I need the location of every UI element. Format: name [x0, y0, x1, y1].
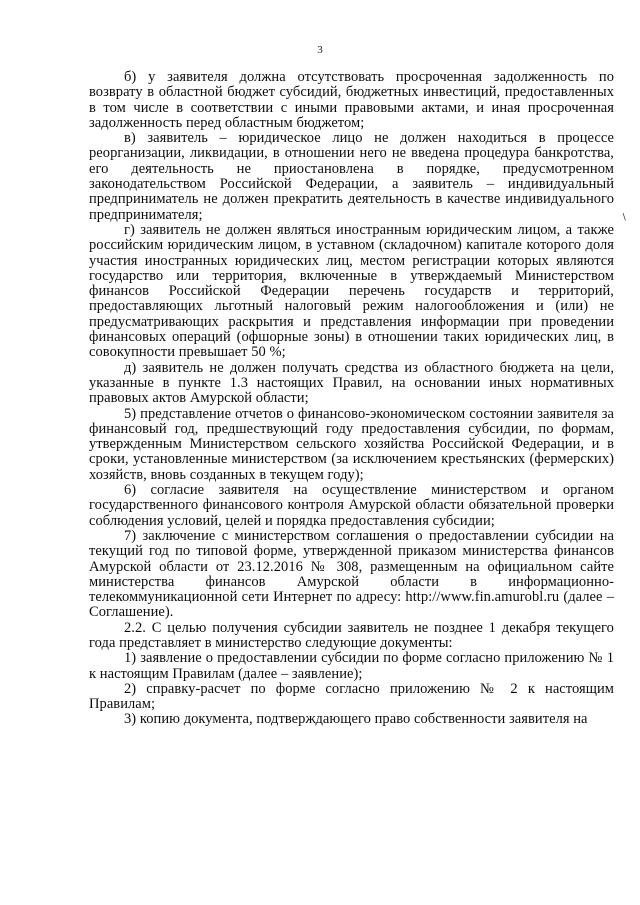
- document-body: [89, 70, 614, 728]
- paragraph-b: б) у заявителя должна отсутствовать просроченная задолженность по возврату в областной бюджет субсидий, бюджетных инвестиций, предоставленных в том числе в соответствии с иными правовыми актами, и иная просроченная задолженность перед областным бюджетом;: [89, 69, 614, 131]
- paragraph-7: 7) заключение с министерством соглашения о предоставлении субсидии на текущий год по типовой форме, утвержденной приказом министерства финансов Амурской области от 23.12.2016 № 308, размещенным на официальном сайте министерства финансов Амурской области в информационно-телекоммуникационной сети Интернет по адресу: http://www.fin.amurobl.ru (далее – Соглашение).: [89, 527, 614, 621]
- paragraph-item-2: 2) справку-расчет по форме согласно приложению № 2 к настоящим Правилам;: [89, 680, 614, 713]
- paragraph-item-3: 3) копию документа, подтверждающего право собственности заявителя на: [124, 711, 588, 728]
- paragraph-6: 6) согласие заявителя на осуществление министерством и органом государственного финансового контроля Амурской области обязательной проверки соблюдения условий, целей и порядка предоставления субсидии;: [89, 482, 614, 529]
- scan-mark-icon: ∖: [621, 213, 627, 223]
- paragraph-v: в) заявитель – юридическое лицо не должен находиться в процессе реорганизации, ликвидации, в отношении него не введена процедура банкротства, его деятельность не приостановлена в порядке, предусмотренном законодательством Российской Федерации, а заявитель – индивидуальный предприниматель не должен прекратить деятельность в качестве индивидуального предпринимателя;: [89, 130, 614, 223]
- paragraph-2-2: 2.2. С целью получения субсидии заявитель не позднее 1 декабря текущего года представляет в министерство следующие документы:: [89, 619, 614, 651]
- paragraph-5: 5) представление отчетов о финансово-экономическом состоянии заявителя за финансовый год, предшествующий году предоставления субсидии, по формам, утвержденным Министерством сельского хозяйства Российской Федерации, и в сроки, установленные министерством (за исключением крестьянских (фермерских) хозяйств, вновь созданных в текущем году);: [89, 405, 614, 483]
- paragraph-d: д) заявитель не должен получать средства из областного бюджета на цели, указанные в пункте 1.3 настоящих Правил, на основании иных нормативных правовых актов Амурской области;: [89, 359, 614, 407]
- page-number: 3: [317, 44, 323, 56]
- paragraph-g: г) заявитель не должен являться иностранным юридическим лицом, а также российским юридическим лицом, в уставном (складочном) капитале которого доля участия иностранных юридических лиц, местом регистрации которых являются государство или территория, включенные в утверждаемый Министерством финансов Российской Федерации перечень государств и территорий, предоставляющих льготный налоговый режим налогообложения и (или) не предусматривающих раскрытия и представления информации при проведении финансовых операций (офшорные зоны) в отношении таких юридических лиц, в совокупности превышает 50 %;: [89, 221, 614, 361]
- paragraph-item-1: 1) заявление о предоставлении субсидии по форме согласно приложению № 1 к настоящим Правилам (далее – заявление);: [89, 650, 614, 682]
